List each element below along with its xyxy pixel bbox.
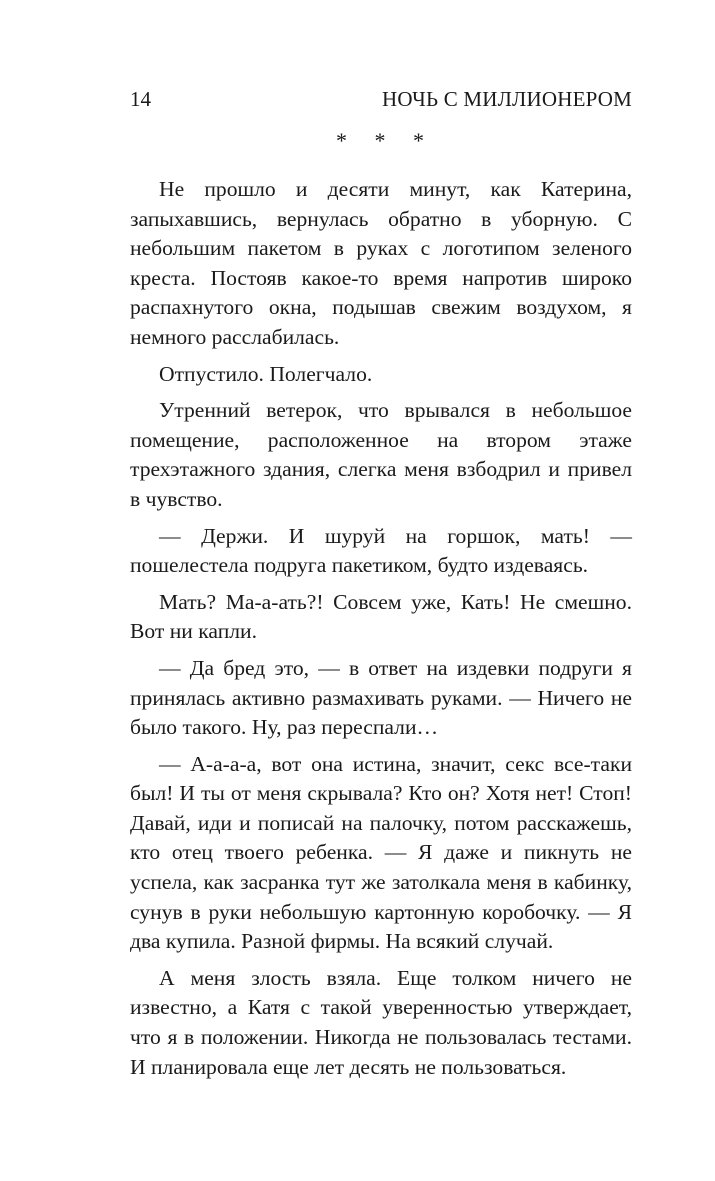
paragraph: — А-а-а-а, вот она истина, значит, секс все-таки был! И ты от меня скрывала? Кто он? Хотя нет! Стоп! Давай, иди и пописай на палочку, потом расскажешь, кто отец твоего ребенка. — Я даже и пикнуть не успела, как засранка тут же затолкала меня в кабинку, сунув в руки небольшую картонную коробочку. — Я два купила. Разной фирмы. На всякий случай. xyxy=(130,751,632,954)
paragraph: Отпустило. Полегчало. xyxy=(159,361,373,386)
book-page xyxy=(130,0,632,1181)
paragraph: Утренний ветерок, что врывался в небольшое помещение, расположенное на втором этаже трехэтажного здания, слегка меня взбодрил и привел в чувство. xyxy=(130,398,632,511)
paragraph: А меня злость взяла. Еще толком ничего не известно, а Катя с такой уверенностью утверждает, что я в положении. Никогда не пользовалась тестами. И планировала еще лет десять не пользоваться. xyxy=(130,965,632,1079)
paragraph: Не прошло и десяти минут, как Катерина, запыхавшись, вернулась обратно в уборную. С небольшим пакетом в руках с логотипом зеленого креста. Постояв какое-то время напротив широко распахнутого окна, подышав свежим воздухом, я немного расслабилась. xyxy=(130,177,632,349)
paragraph: Мать? Ма-а-ать?! Совсем уже, Кать! Не смешно. Вот ни капли. xyxy=(130,589,632,644)
book-title: НОЧЬ С МИЛЛИОНЕРОМ xyxy=(381,87,632,111)
page-number: 14 xyxy=(130,87,151,111)
body-text xyxy=(130,175,632,1089)
running-header xyxy=(130,84,632,114)
paragraph: — Да бред это, — в ответ на издевки подруги я принялась активно размахивать руками. — Ничего не было такого. Ну, раз переспали… xyxy=(130,655,632,740)
section-separator: * * * xyxy=(336,128,426,153)
paragraph: — Держи. И шуруй на горшок, мать! — пошелестела подруга пакетиком, будто издеваясь. xyxy=(130,523,632,578)
